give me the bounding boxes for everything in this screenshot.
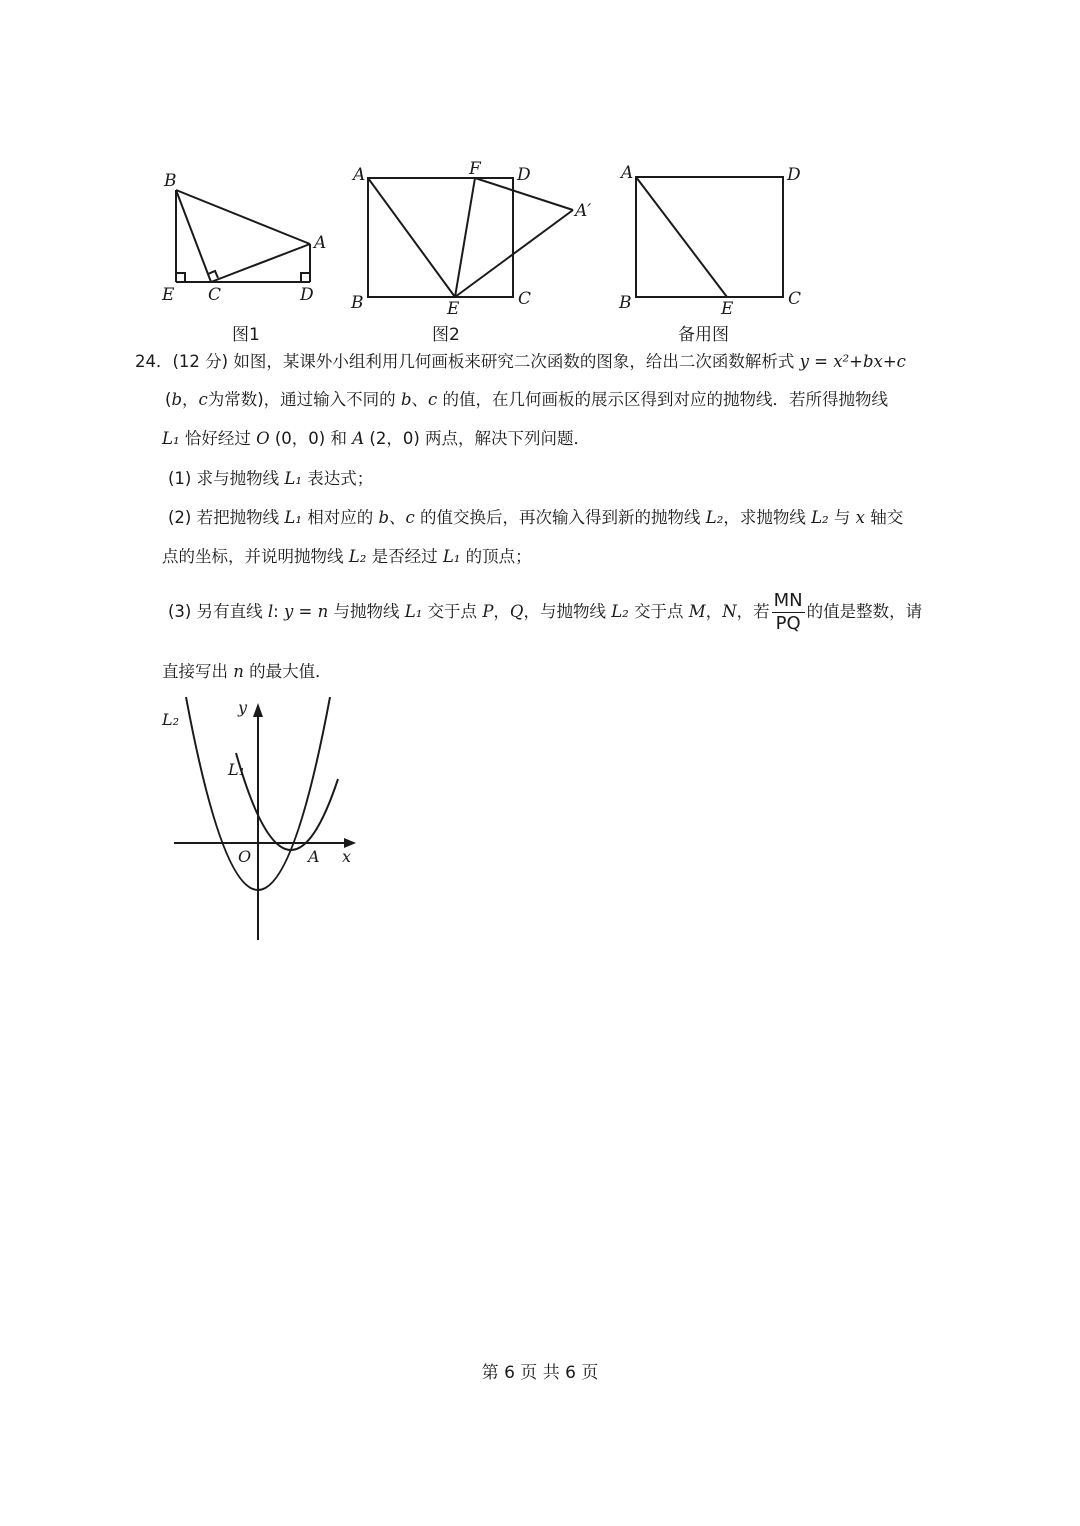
text: : bbox=[273, 602, 284, 621]
part-1 bbox=[168, 467, 988, 491]
fig2-label-F: F bbox=[469, 159, 481, 179]
text: ，求抛物线 bbox=[723, 508, 812, 527]
text: (1) 求与抛物线 bbox=[168, 469, 285, 488]
fig1-label-C: C bbox=[208, 285, 222, 305]
var-n: n bbox=[233, 662, 244, 681]
text: ，与抛物线 bbox=[523, 602, 612, 621]
text: 相对应的 bbox=[301, 508, 379, 527]
fig1-label-D: D bbox=[300, 285, 314, 305]
var-L1: L₁ bbox=[404, 602, 423, 621]
fig3-caption: 备用图 bbox=[678, 325, 729, 345]
text: 的值交换后，再次输入得到新的抛物线 bbox=[414, 508, 706, 527]
part-2-line-2 bbox=[162, 545, 982, 569]
var-c: c bbox=[405, 508, 415, 527]
parabola-graph bbox=[150, 695, 370, 950]
var-L2: L₂ bbox=[611, 602, 629, 621]
figure-3 bbox=[615, 158, 815, 318]
parabola-L1 bbox=[236, 753, 338, 850]
fig1-caption: 图1 bbox=[232, 325, 260, 345]
text: ( bbox=[165, 390, 172, 409]
text: (2，0) 两点，解决下列问题． bbox=[364, 429, 591, 448]
question-line-3 bbox=[162, 427, 982, 451]
fig1-label-A: A bbox=[314, 233, 327, 253]
graph-label-y: y bbox=[238, 698, 248, 717]
var-L2: L₂ bbox=[811, 508, 829, 527]
text: ， bbox=[182, 390, 199, 409]
fig2-label-B: B bbox=[351, 293, 364, 313]
var-N: N bbox=[722, 602, 737, 621]
var-L1: L₁ bbox=[162, 429, 180, 448]
fig2-label-A: A bbox=[353, 165, 366, 185]
graph-label-L1: L₁ bbox=[228, 760, 246, 779]
text: 交于点 bbox=[628, 602, 689, 621]
var-l: l bbox=[267, 602, 274, 621]
var-x: x bbox=[855, 508, 865, 527]
graph-label-L2: L₂ bbox=[162, 710, 180, 729]
var-L2: L₂ bbox=[348, 547, 367, 566]
text: 的值是整数，请 bbox=[806, 602, 923, 621]
text: (0，0) 和 bbox=[269, 429, 353, 448]
fig2-label-Aprime: A′ bbox=[575, 201, 592, 221]
fig3-label-A: A bbox=[621, 163, 634, 183]
fig1-label-B: B bbox=[164, 171, 177, 191]
var-M: M bbox=[688, 602, 706, 621]
var-O: O bbox=[256, 429, 270, 448]
fig2-label-E: E bbox=[447, 299, 460, 319]
text: 与抛物线 bbox=[328, 602, 405, 621]
text: 直接写出 bbox=[162, 662, 234, 681]
figure-1 bbox=[150, 160, 350, 310]
text: ， bbox=[705, 602, 723, 621]
var-c: c bbox=[428, 390, 438, 409]
parabola-graph-svg bbox=[150, 695, 370, 950]
text: ， bbox=[493, 602, 510, 621]
question-line-2 bbox=[165, 388, 985, 412]
text: 、 bbox=[389, 508, 406, 527]
text: 、 bbox=[411, 390, 428, 409]
question-number-intro: 24．(12 分) 如图，某课外小组利用几何画板来研究二次函数的图象，给出二次函数解析式 bbox=[135, 352, 800, 371]
text: 表达式； bbox=[301, 469, 374, 488]
fig2-label-C: C bbox=[518, 289, 532, 309]
fig2-caption: 图2 bbox=[432, 325, 460, 345]
var-Q: Q bbox=[509, 602, 524, 621]
text: 交于点 bbox=[422, 602, 483, 621]
fig2-label-D: D bbox=[517, 165, 531, 185]
var-b: b bbox=[378, 508, 390, 527]
equation: y = n bbox=[283, 602, 329, 621]
text: ，若 bbox=[736, 602, 770, 621]
figure-2 bbox=[345, 158, 605, 318]
graph-label-A: A bbox=[308, 847, 320, 866]
text: 为常数)，通过输入不同的 bbox=[207, 390, 401, 409]
text: 轴交 bbox=[864, 508, 904, 527]
text: 恰好经过 bbox=[179, 429, 257, 448]
text: 点的坐标，并说明抛物线 bbox=[162, 547, 349, 566]
figure-1-diagram bbox=[150, 160, 350, 310]
var-c: c bbox=[198, 390, 208, 409]
fig1-label-E: E bbox=[162, 285, 175, 305]
var-A: A bbox=[352, 429, 365, 448]
figure-2-diagram bbox=[345, 158, 605, 318]
text: (3) 另有直线 bbox=[168, 602, 268, 621]
var-L2: L₂ bbox=[705, 508, 724, 527]
y-axis-arrow bbox=[253, 703, 263, 717]
text: 的最大值． bbox=[243, 662, 332, 681]
var-L1: L₁ bbox=[442, 547, 461, 566]
var-P: P bbox=[482, 602, 494, 621]
figure-3-diagram bbox=[615, 158, 815, 318]
text: 与 bbox=[828, 508, 856, 527]
question-line-1 bbox=[135, 350, 955, 374]
var-b: b bbox=[171, 390, 182, 409]
fig3-label-E: E bbox=[721, 299, 734, 319]
fig3-label-C: C bbox=[788, 289, 802, 309]
fraction-numerator: MN bbox=[773, 590, 803, 611]
part-3-line-2 bbox=[162, 660, 982, 684]
var-L1: L₁ bbox=[284, 508, 302, 527]
text: (2) 若把抛物线 bbox=[168, 508, 285, 527]
text: 的顶点； bbox=[460, 547, 532, 566]
text: 是否经过 bbox=[366, 547, 443, 566]
fig3-label-D: D bbox=[787, 165, 801, 185]
graph-label-x: x bbox=[342, 847, 352, 866]
part-3-line-1 bbox=[168, 590, 988, 635]
graph-label-O: O bbox=[238, 847, 252, 866]
fig3-label-B: B bbox=[619, 293, 632, 313]
page-footer: 第 6 页 共 6 页 bbox=[481, 1363, 599, 1383]
part-2-line-1 bbox=[168, 506, 988, 530]
fraction-mn-pq bbox=[772, 590, 805, 635]
formula: y = x²+bx+c bbox=[799, 352, 906, 371]
var-L1: L₁ bbox=[284, 469, 302, 488]
var-b: b bbox=[400, 390, 412, 409]
text: 的值，在几何画板的展示区得到对应的抛物线．若所得抛物线 bbox=[437, 390, 888, 409]
fraction-denominator: PQ bbox=[775, 613, 801, 634]
